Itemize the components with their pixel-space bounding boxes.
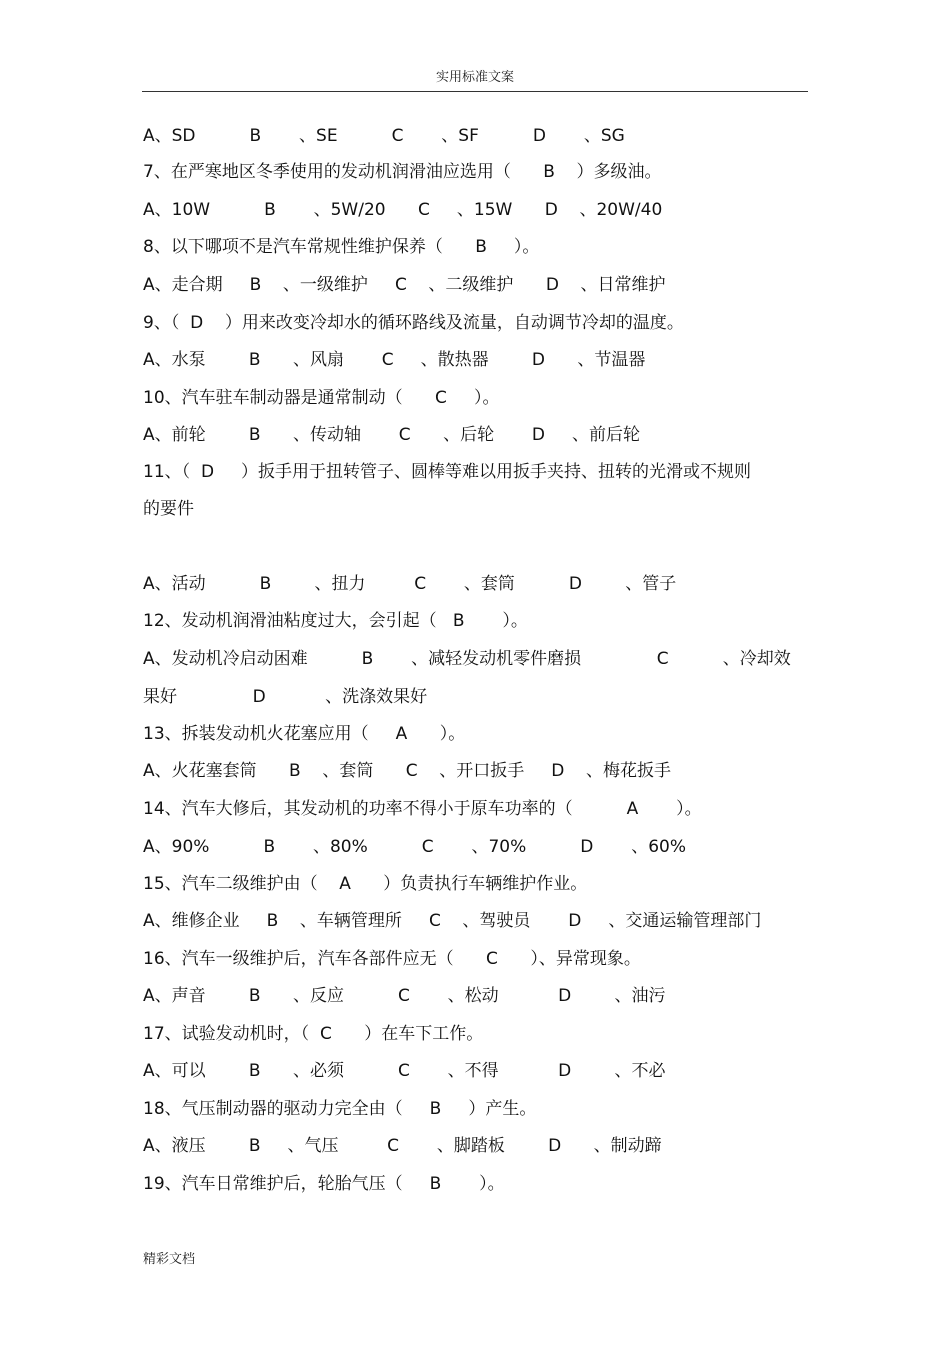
text-line: 11、（ D ）扳手用于扭转管子、圆棒等难以用扳手夹持、扭转的光滑或不规则: [143, 462, 752, 482]
text-line: 的要件: [143, 499, 194, 519]
text-line: 10、汽车驻车制动器是通常制动（ C ）。: [143, 388, 500, 408]
text-line: 8、以下哪项不是汽车常规性维护保养（ B ）。: [143, 237, 540, 257]
header-rule: [142, 91, 808, 92]
text-line: 15、汽车二级维护由（ A ）负责执行车辆维护作业。: [143, 874, 588, 894]
text-line: 17、试验发动机时，（ C ）在车下工作。: [143, 1024, 484, 1044]
text-line: A、维修企业 B 、车辆管理所 C 、驾驶员 D 、交通运输管理部门: [143, 911, 762, 931]
text-line: A、可以 B 、必须 C 、不得 D 、不必: [143, 1061, 666, 1081]
text-line: A、活动 B 、扭力 C 、套筒 D 、管子: [143, 574, 677, 594]
text-line: 13、拆装发动机火花塞应用（ A ）。: [143, 724, 466, 744]
text-line: 19、汽车日常维护后，轮胎气压（ B ）。: [143, 1174, 505, 1194]
text-line: A、液压 B 、气压 C 、脚踏板 D 、制动蹄: [143, 1136, 662, 1156]
text-line: A、水泵 B 、风扇 C 、散热器 D 、节温器: [143, 350, 646, 370]
text-line: 14、汽车大修后，其发动机的功率不得小于原车功率的（ A ）。: [143, 799, 702, 819]
text-line: 果好 D 、洗涤效果好: [143, 687, 428, 707]
text-line: 12、发动机润滑油粘度过大，会引起（ B ）。: [143, 611, 528, 631]
text-line: A、声音 B 、反应 C 、松动 D 、油污: [143, 986, 666, 1006]
page-footer: 精彩文档: [143, 1252, 196, 1267]
text-line: A、10W B 、5W∕20 C 、15W D 、20W∕40: [143, 200, 663, 220]
text-line: A、火花塞套筒 B 、套筒 C 、开口扳手 D 、梅花扳手: [143, 761, 671, 781]
text-line: 18、气压制动器的驱动力完全由（ B ）产生。: [143, 1099, 537, 1119]
text-line: A、90% B 、80% C 、70% D 、60%: [143, 837, 686, 857]
text-line: 16、汽车一级维护后，汽车各部件应无（ C ）、异常现象。: [143, 949, 641, 969]
text-line: 9、（ D ）用来改变冷却水的循环路线及流量，自动调节冷却的温度。: [143, 313, 684, 333]
text-line: A、走合期 B 、一级维护 C 、二级维护 D 、日常维护: [143, 275, 666, 295]
page-header: 实用标准文案: [435, 70, 514, 85]
text-line: 7、在严寒地区冬季使用的发动机润滑油应选用（ B ）多级油。: [143, 162, 662, 182]
text-line: A、发动机冷启动困难 B 、减轻发动机零件磨损 C 、冷却效: [143, 649, 791, 669]
text-line: A、前轮 B 、传动轴 C 、后轮 D 、前后轮: [143, 425, 641, 445]
text-line: A、SD B 、SE C 、SF D 、SG: [143, 126, 625, 146]
